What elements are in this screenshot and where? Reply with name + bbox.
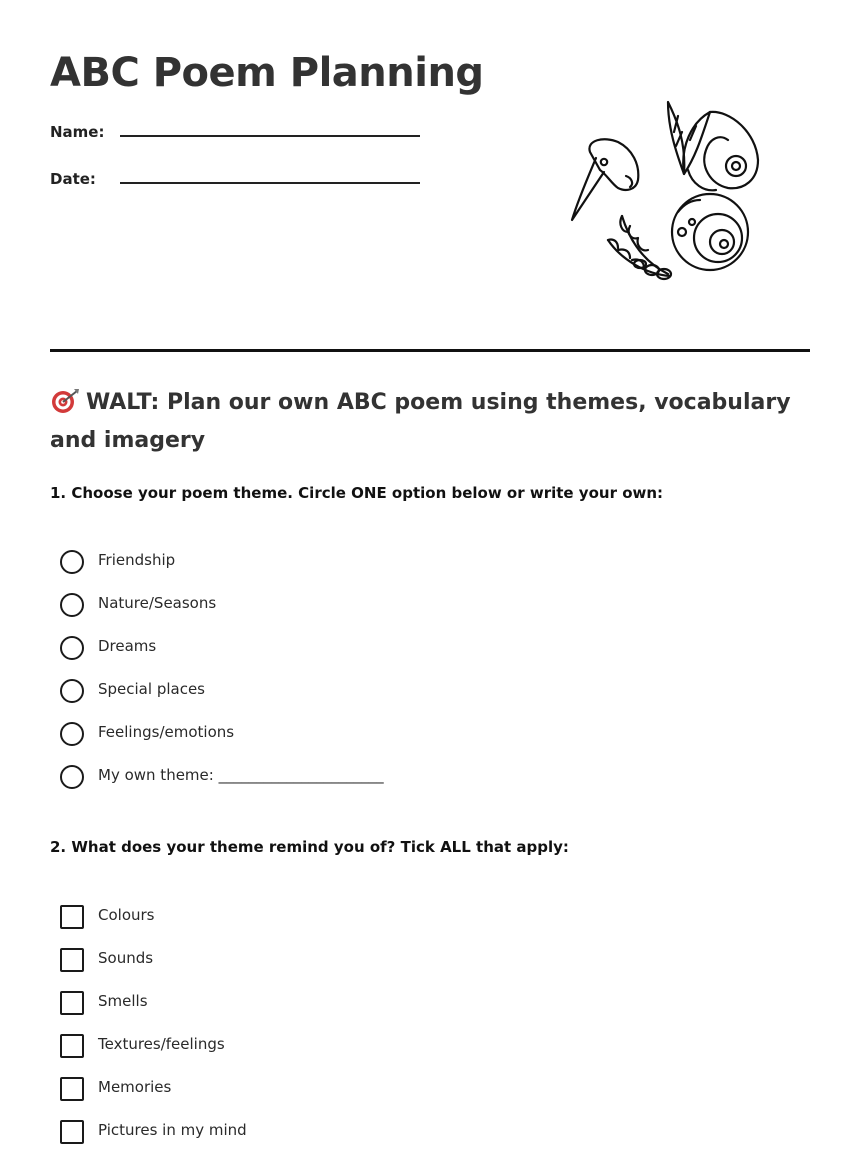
checkbox[interactable] [60,1077,84,1101]
theme-option-label: Nature/Seasons [98,594,217,612]
checkbox[interactable] [60,991,84,1015]
reminder-option-label: Smells [98,992,148,1010]
reminder-option-label: Textures/feelings [98,1035,225,1053]
radio-circle[interactable] [60,765,84,789]
question-2: 2. What does your theme remind you of? Tick ALL that apply: [50,838,569,856]
radio-circle[interactable] [60,722,84,746]
name-label: Name: [50,123,105,141]
target-icon [50,388,80,414]
radio-circle[interactable] [60,679,84,703]
radio-circle[interactable] [60,636,84,660]
checkbox[interactable] [60,905,84,929]
checkbox[interactable] [60,1034,84,1058]
bird-leaves-shells-illustration [560,92,770,292]
theme-option-label: My own theme: ______________________ [98,766,384,784]
reminder-option-label: Colours [98,906,155,924]
section-divider [50,349,810,352]
radio-circle[interactable] [60,593,84,617]
theme-option-label: Friendship [98,551,176,569]
theme-option-label: Dreams [98,637,157,655]
name-field[interactable] [50,120,430,150]
reminder-option-label: Memories [98,1078,172,1096]
name-line[interactable] [120,135,420,137]
checkbox[interactable] [60,948,84,972]
theme-option-label: Feelings/emotions [98,723,235,741]
theme-option-label: Special places [98,680,205,698]
date-line[interactable] [120,182,420,184]
reminder-option-label: Pictures in my mind [98,1121,247,1139]
reminder-option-label: Sounds [98,949,154,967]
question-1: 1. Choose your poem theme. Circle ONE option below or write your own: [50,484,664,502]
walt-heading [50,384,810,460]
checkbox[interactable] [60,1120,84,1144]
page-title: ABC Poem Planning [50,50,484,96]
walt-text: WALT: Plan our own ABC poem using themes, vocabulary and imagery [50,390,791,453]
date-field[interactable] [50,167,430,197]
date-label: Date: [50,170,96,188]
radio-circle[interactable] [60,550,84,574]
